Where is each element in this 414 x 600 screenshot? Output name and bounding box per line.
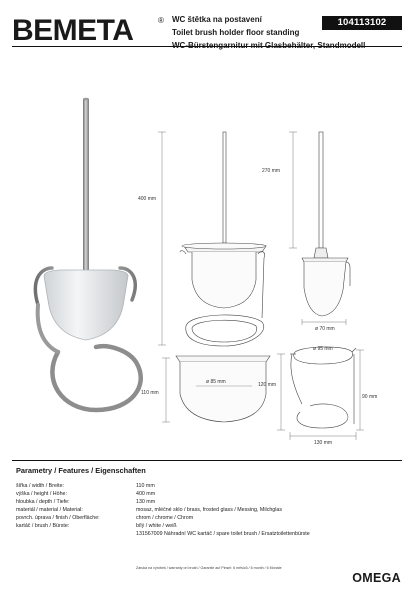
title-cz: WC štětka na postavení xyxy=(172,15,262,24)
registered-mark: ® xyxy=(158,16,164,25)
photo-stand-ring xyxy=(52,346,140,410)
param-value: bílý / white / weiß xyxy=(136,523,177,529)
param-row xyxy=(16,514,310,522)
param-label: materiál / material / Material: xyxy=(16,507,83,513)
param-value: chrom / chrome / Chrom xyxy=(136,515,194,521)
param-row xyxy=(16,498,310,506)
param-label: hloubka / depth / Tiefe: xyxy=(16,499,70,505)
params-divider xyxy=(12,460,402,461)
parameters-heading: Parametry / Features / Eigenschaften xyxy=(16,466,146,475)
param-label: povrch. úprava / finish / Oberfläche: xyxy=(16,515,100,521)
warranty-note: Záruka na výrobek / warranty on brush / Garantie auf Pinsel: 6 měsíců / 6 month / 6 Monate xyxy=(136,566,282,570)
param-value: 400 mm xyxy=(136,491,156,497)
param-label: šířka / width / Breite: xyxy=(16,483,64,489)
parameters-table xyxy=(16,482,310,538)
dim-brush-length: 270 mm xyxy=(262,168,281,174)
param-row xyxy=(16,530,310,538)
param-row xyxy=(16,506,310,514)
side-view xyxy=(302,132,350,316)
param-value: mosaz, mléčné sklo / brass, frosted glass / Messing, Milchglas xyxy=(136,507,283,513)
dim-holder-height: 120 mm xyxy=(258,382,277,388)
param-row xyxy=(16,482,310,490)
front-view xyxy=(180,132,266,346)
photo-handle xyxy=(83,99,89,277)
dim-glass-height: 110 mm xyxy=(141,390,159,396)
dim-stand-height: 90 mm xyxy=(362,394,378,400)
product-photo xyxy=(35,98,140,410)
dim-diameter-70: ø 70 mm xyxy=(315,326,335,332)
param-label: kartáč / brush / Bürste: xyxy=(16,523,70,529)
title-en: Toilet brush holder floor standing xyxy=(172,28,300,37)
product-code: 104113102 xyxy=(322,16,402,30)
glass-view xyxy=(176,356,270,422)
frame-view xyxy=(290,347,356,428)
brand-logo-text: BEMETA xyxy=(12,14,134,46)
param-value: 131567009 Náhradní WC kartáč / spare toilet brush / Ersatztoilettenbürste xyxy=(136,531,310,537)
param-row xyxy=(16,490,310,498)
param-label: výška / height / Höhe: xyxy=(16,491,67,497)
param-value: 130 mm xyxy=(136,499,156,505)
dim-overall-height: 400 mm xyxy=(138,196,157,202)
param-row xyxy=(16,522,310,530)
series-name: OMEGA xyxy=(352,571,401,585)
param-label xyxy=(16,530,136,538)
dim-diameter-85: ø 85 mm xyxy=(206,379,226,385)
dim-diameter-95: ø 95 mm xyxy=(313,346,333,352)
dim-depth: 130 mm xyxy=(314,440,333,446)
photo-glass xyxy=(44,270,128,340)
param-value: 110 mm xyxy=(136,483,155,489)
